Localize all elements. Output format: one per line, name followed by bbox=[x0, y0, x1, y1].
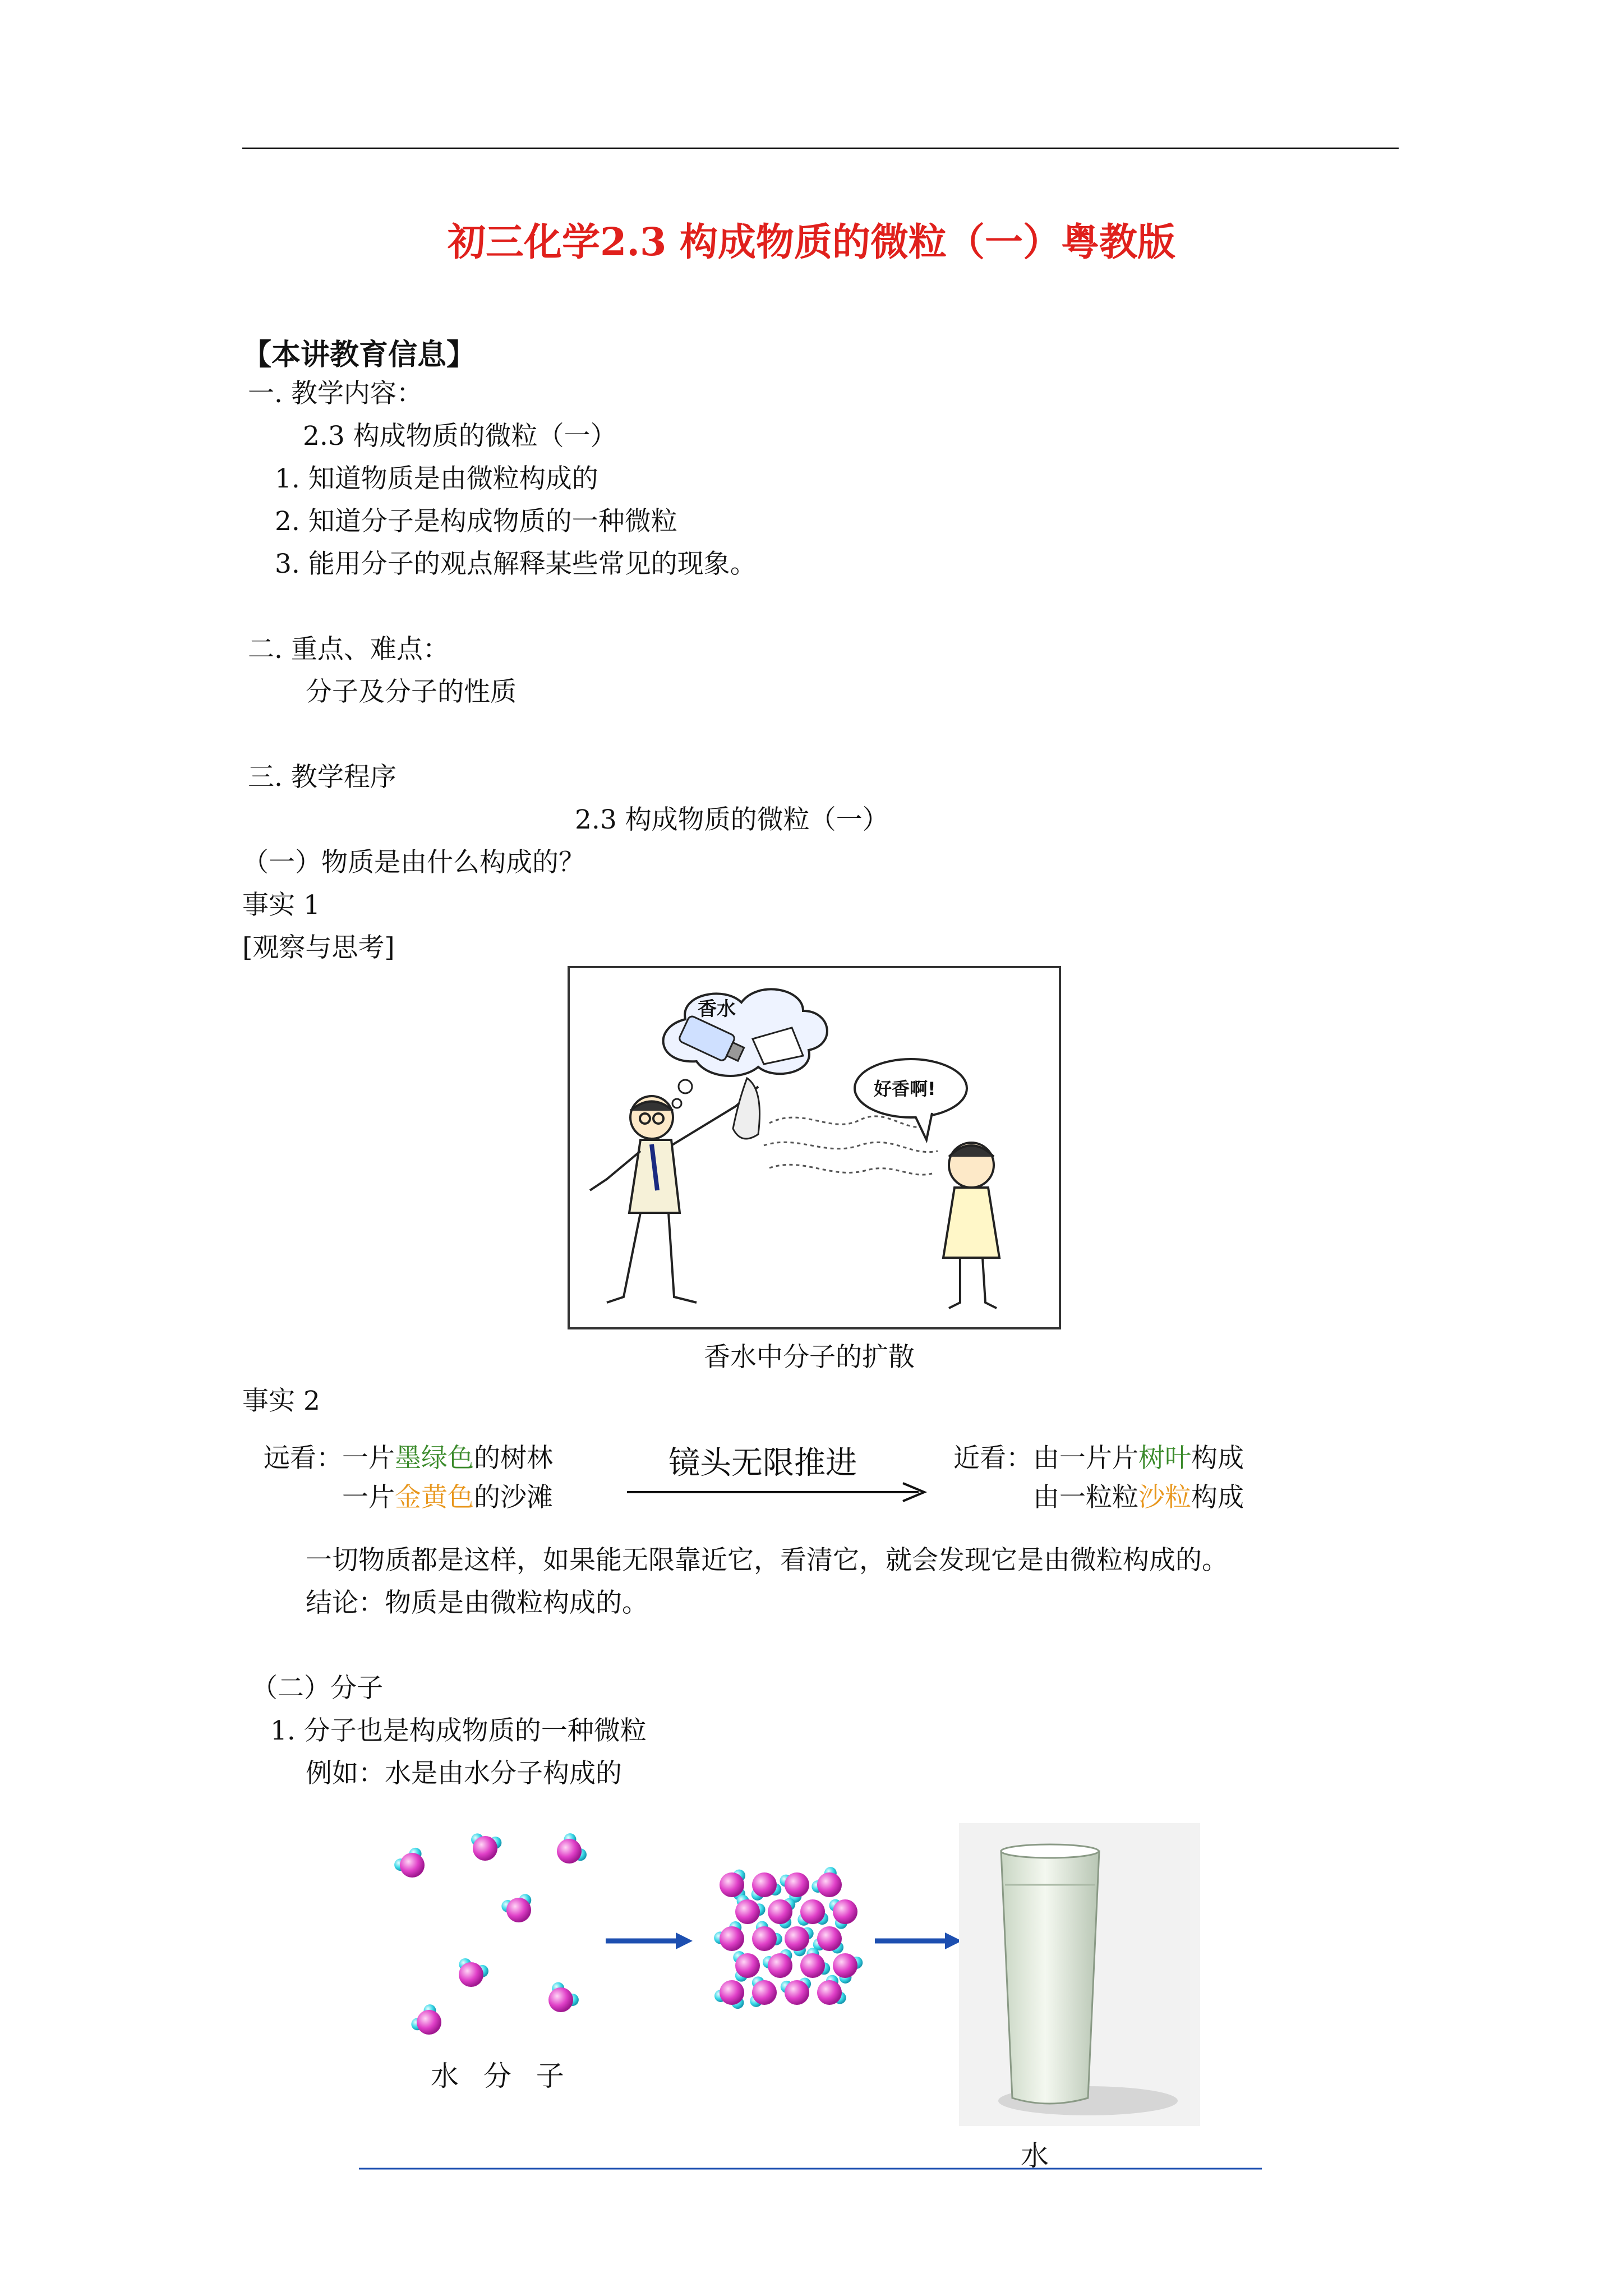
speech-label: 好香啊! bbox=[874, 1078, 936, 1099]
water-label: 水 bbox=[1021, 2139, 1049, 2171]
fact-1-label: 事实 1 bbox=[242, 890, 320, 921]
question-1: （一）物质是由什么构成的？ bbox=[242, 847, 585, 878]
part1-item: 2. 知道分子是构成物质的一种微粒 bbox=[275, 506, 677, 537]
question-2: （二）分子 bbox=[251, 1673, 383, 1704]
near-view-line-1: 由一片片树叶构成 bbox=[1033, 1443, 1244, 1474]
water-molecule bbox=[548, 1982, 579, 2012]
top-rule bbox=[242, 148, 1399, 149]
section-2-item-1: 1. 分子也是构成物质的一种微粒 bbox=[270, 1715, 647, 1746]
far-view-line-1: 一片墨绿色的树林 bbox=[342, 1443, 553, 1474]
water-molecule bbox=[394, 1848, 425, 1878]
water-molecule bbox=[471, 1833, 501, 1861]
thought-dot bbox=[672, 1099, 681, 1108]
water-molecules-figure bbox=[359, 1818, 1279, 2171]
cloud-label: 香水 bbox=[698, 998, 736, 1020]
arrow-right-icon bbox=[875, 1932, 962, 1949]
part1-subtitle: 2.3 构成物质的微粒（一） bbox=[303, 421, 617, 452]
near-view-label: 近看： bbox=[953, 1443, 1032, 1474]
far-view-line-2: 一片金黄色的沙滩 bbox=[342, 1482, 553, 1513]
part1-item: 1. 知道物质是由微粒构成的 bbox=[275, 463, 598, 494]
water-molecule bbox=[763, 1949, 792, 1978]
water-molecule bbox=[813, 1926, 843, 1953]
perfume-cartoon bbox=[568, 966, 1061, 1329]
packed-molecules bbox=[714, 1867, 863, 2009]
water-molecule bbox=[811, 1867, 842, 1897]
figure-1-caption: 香水中分子的扩散 bbox=[704, 1342, 915, 1373]
part2-content: 分子及分子的性质 bbox=[306, 677, 517, 707]
free-molecules bbox=[394, 1833, 587, 2035]
water-molecule bbox=[501, 1894, 531, 1922]
water-molecule bbox=[768, 1898, 795, 1929]
near-view-line-2: 由一粒粒沙粒构成 bbox=[1033, 1482, 1244, 1513]
water-molecule bbox=[751, 1872, 782, 1901]
water-molecule bbox=[829, 1899, 857, 1929]
fact-2-label: 事实 2 bbox=[242, 1386, 320, 1416]
example: 例如：水是由水分子构成的 bbox=[306, 1758, 622, 1789]
water-molecule bbox=[780, 1872, 809, 1903]
far-view-label: 远看： bbox=[264, 1443, 343, 1474]
page-title: 初三化学2.3 构成物质的微粒（一）粤教版 bbox=[448, 220, 1175, 265]
water-molecule bbox=[714, 1921, 744, 1951]
part2-heading: 二. 重点、难点： bbox=[248, 634, 449, 665]
water-molecule bbox=[459, 1958, 488, 1987]
water-molecule bbox=[750, 1976, 777, 2007]
part3-center-title: 2.3 构成物质的微粒（一） bbox=[575, 804, 889, 835]
part3-heading: 三. 教学程序 bbox=[248, 762, 396, 793]
part1-heading: 一. 教学内容： bbox=[248, 378, 423, 409]
statement: 一切物质都是这样，如果能无限靠近它，看清它，就会发现它是由微粒构成的。 bbox=[306, 1545, 1228, 1576]
water-molecule bbox=[411, 2004, 441, 2035]
arrow-label: 镜头无限推进 bbox=[668, 1445, 857, 1481]
zoom-arrow-icon bbox=[627, 1481, 930, 1503]
water-molecule bbox=[797, 1899, 828, 1926]
section-header: 【本讲教育信息】 bbox=[242, 338, 476, 372]
water-glass-icon bbox=[959, 1823, 1200, 2126]
conclusion: 结论：物质是由微粒构成的。 bbox=[306, 1588, 648, 1618]
water-molecule bbox=[752, 1921, 782, 1951]
observe-label: [观察与思考] bbox=[242, 932, 395, 963]
water-molecule bbox=[714, 1980, 744, 2009]
water-molecule bbox=[557, 1833, 587, 1864]
part1-item: 3. 能用分子的观点解释某些常见的现象。 bbox=[275, 549, 757, 579]
water-molecule bbox=[781, 1978, 811, 2005]
molecules-label: 水 分 子 bbox=[431, 2060, 572, 2092]
thought-dot bbox=[679, 1080, 692, 1093]
arrow-right-icon bbox=[606, 1932, 693, 1949]
